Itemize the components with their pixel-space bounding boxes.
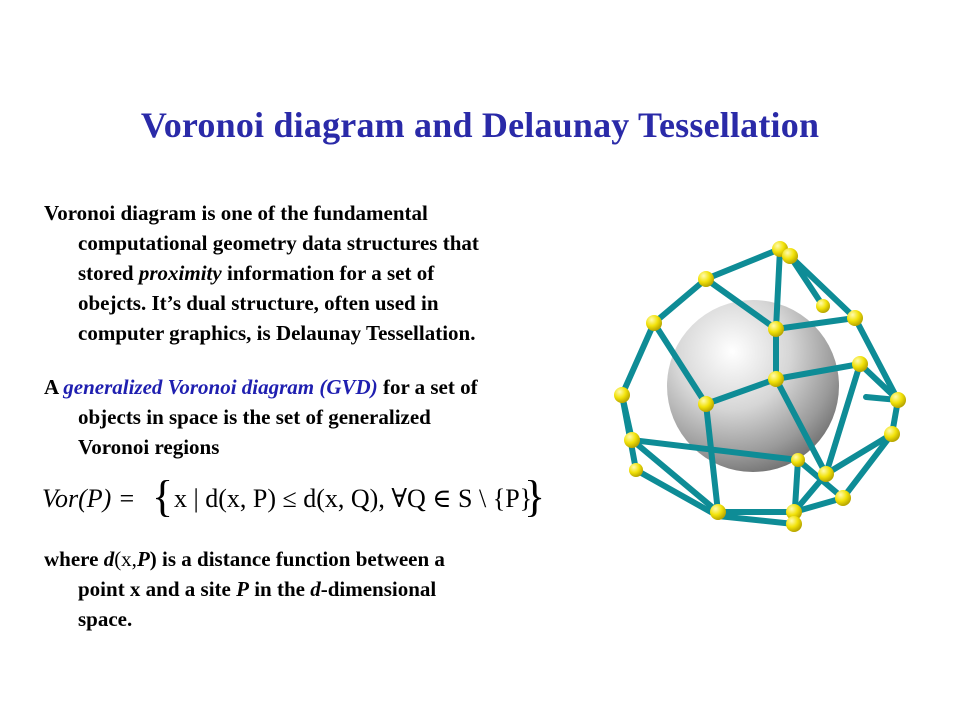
slide-title: Voronoi diagram and Delaunay Tessellation: [140, 105, 820, 145]
text-line: objects in space is the set of generalized: [78, 405, 431, 429]
brace-right-icon: }: [524, 472, 546, 521]
formula-body: x | d(x, P) ≤ d(x, Q), ∀Q ∈ S \ {P}: [174, 484, 533, 513]
vertex: [614, 387, 630, 403]
text-line: obejcts. It’s dual structure, often used in: [78, 291, 439, 315]
vertex: [768, 321, 784, 337]
text-run: ) is a distance function between a: [149, 547, 445, 571]
text-run: for a set of: [377, 375, 478, 399]
text-run: information for a set of: [221, 261, 435, 285]
front-edges: [622, 249, 898, 524]
text-line: [44, 574, 554, 604]
text-line: space.: [78, 607, 133, 631]
voronoi-cell-illustration: [598, 236, 918, 536]
brace-left-icon: {: [152, 472, 174, 521]
vertex: [835, 490, 851, 506]
text-run: -dimensional: [320, 577, 437, 601]
vertex: [629, 463, 643, 477]
symbol-P: P: [136, 547, 150, 571]
text-line: Voronoi regions: [78, 435, 220, 459]
vertex: [816, 299, 830, 313]
gvd-highlight: generalized Voronoi diagram (GVD): [63, 375, 378, 399]
paragraph-definition: [44, 198, 554, 348]
vertex: [698, 271, 714, 287]
text-line: [44, 544, 554, 574]
text-line: computational geometry data structures that: [78, 231, 479, 255]
vertex: [768, 371, 784, 387]
vertex: [791, 453, 805, 467]
vertex: [710, 504, 726, 520]
text-run: point x and a site: [78, 577, 237, 601]
text-line: Voronoi diagram is one of the fundamental: [44, 201, 428, 225]
vertex: [782, 248, 798, 264]
text-run: (x,: [114, 547, 137, 571]
text-line: computer graphics, is Delaunay Tessellation.: [78, 321, 476, 345]
vertex: [847, 310, 863, 326]
vertex: [852, 356, 868, 372]
text-run: where: [44, 547, 104, 571]
paragraph-gvd: [44, 372, 554, 462]
vertex: [646, 315, 662, 331]
formula-lhs: Vor(P) =: [42, 484, 136, 513]
vertex: [624, 432, 640, 448]
symbol-d: d: [310, 577, 321, 601]
emphasis-proximity: proximity: [138, 261, 222, 285]
text-run: A: [44, 375, 64, 399]
vertex: [698, 396, 714, 412]
text-line: [44, 372, 554, 402]
vertex: [884, 426, 900, 442]
paragraph-distance: [44, 544, 554, 634]
text-run: stored: [78, 261, 139, 285]
vertex: [890, 392, 906, 408]
vertex: [786, 516, 802, 532]
voronoi-region-formula: [40, 472, 546, 524]
symbol-P: P: [236, 577, 249, 601]
vertex: [818, 466, 834, 482]
text-run: in the: [248, 577, 311, 601]
text-line: [44, 258, 554, 288]
symbol-d: d: [103, 547, 115, 571]
